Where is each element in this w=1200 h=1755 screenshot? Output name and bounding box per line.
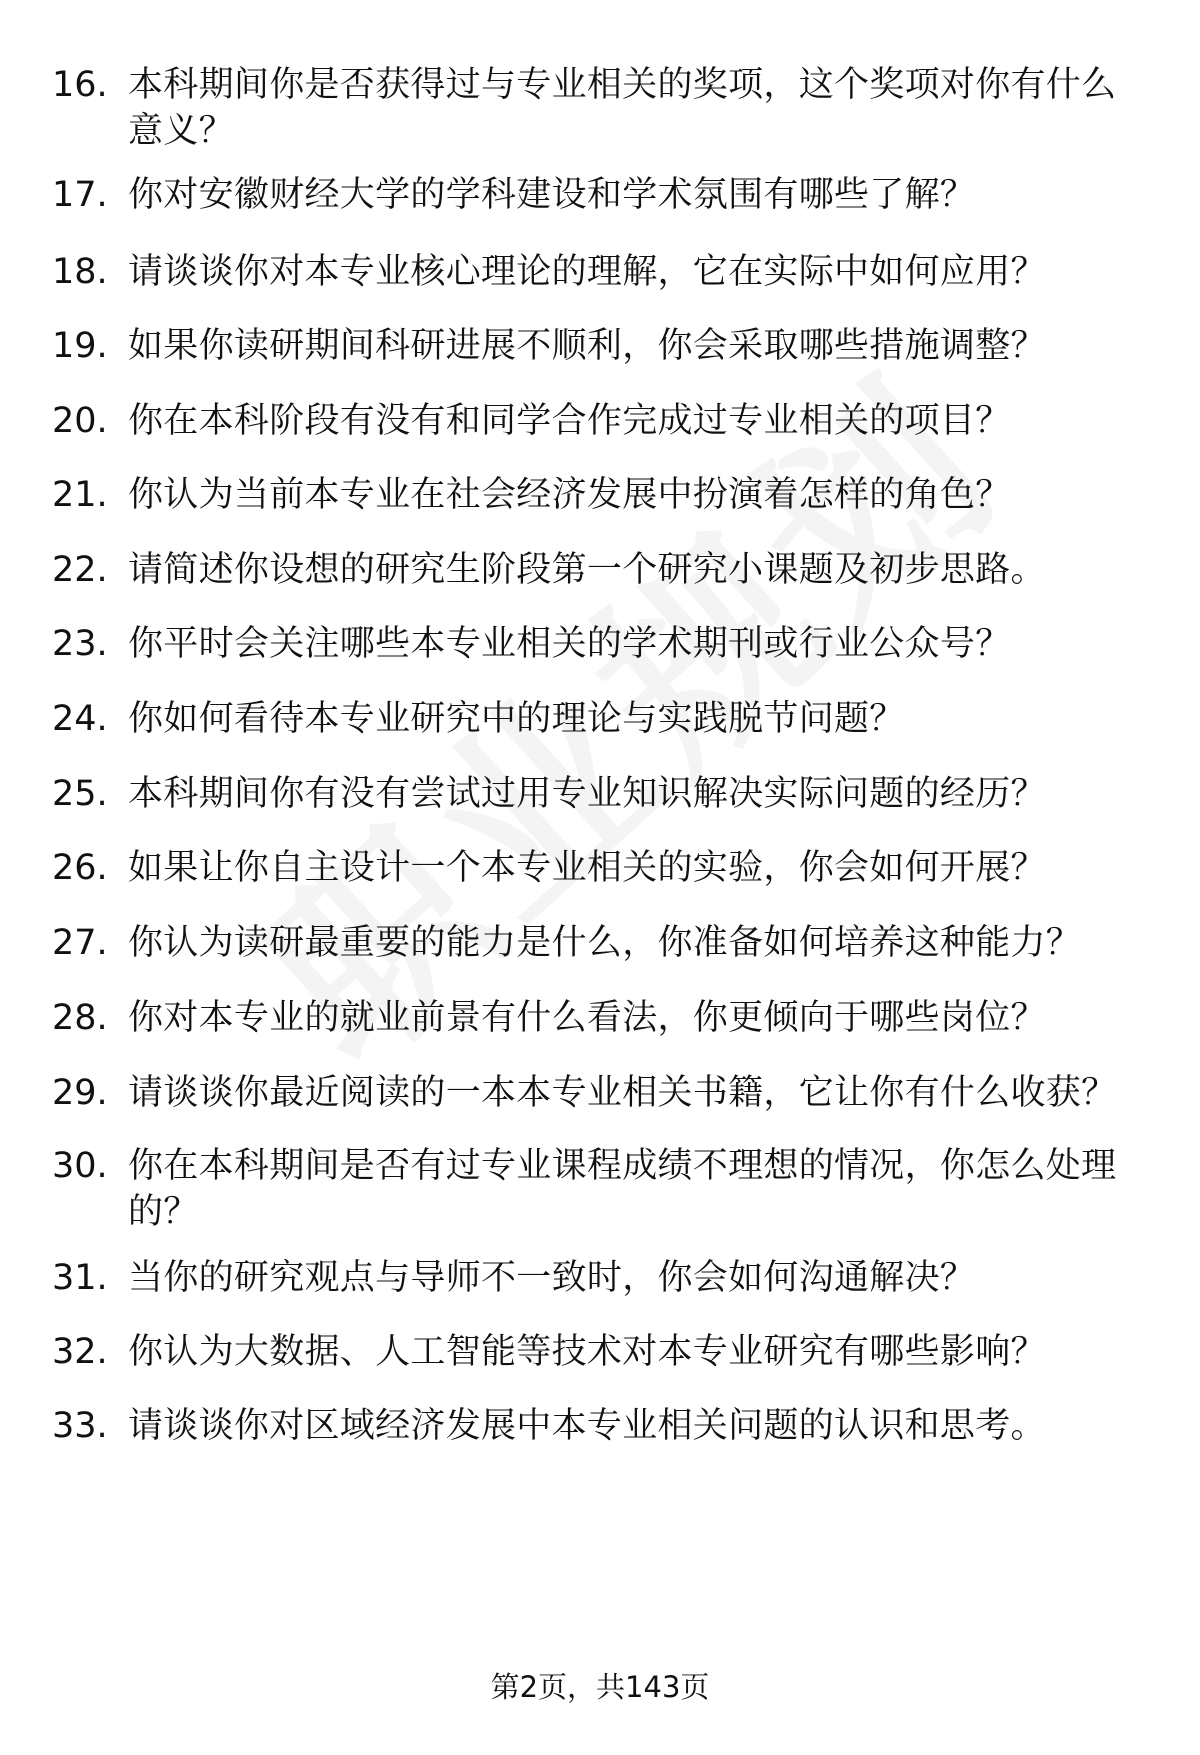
question-number: 32. <box>52 1332 108 1372</box>
question-number: 22. <box>52 550 108 590</box>
list-item <box>0 1403 1200 1503</box>
question-number: 30. <box>52 1146 108 1186</box>
question-number: 16. <box>52 65 108 105</box>
question-text: 请谈谈你对本专业核心理论的理解，它在实际中如何应用？ <box>128 252 1046 292</box>
question-text: 你认为当前本专业在社会经济发展中扮演着怎样的角色？ <box>128 475 1011 515</box>
question-text: 本科期间你有没有尝试过用专业知识解决实际问题的经历？ <box>128 774 1046 814</box>
question-number: 33. <box>52 1406 108 1446</box>
question-number: 25. <box>52 774 108 814</box>
question-text: 你认为读研最重要的能力是什么，你准备如何培养这种能力？ <box>128 923 1082 963</box>
list-item <box>0 62 1200 162</box>
list-item <box>0 1143 1200 1243</box>
question-text: 你认为大数据、人工智能等技术对本专业研究有哪些影响？ <box>128 1332 1046 1372</box>
question-number: 26. <box>52 848 108 888</box>
question-text: 当你的研究观点与导师不一致时，你会如何沟通解决？ <box>128 1258 976 1298</box>
question-text: 如果让你自主设计一个本专业相关的实验，你会如何开展？ <box>128 848 1046 888</box>
question-text: 你如何看待本专业研究中的理论与实践脱节问题？ <box>128 699 905 739</box>
question-number: 20. <box>52 401 108 441</box>
question-number: 27. <box>52 923 108 963</box>
question-text: 你在本科期间是否有过专业课程成绩不理想的情况，你怎么处理的？ <box>128 1146 1117 1232</box>
question-number: 23. <box>52 624 108 664</box>
question-text: 你在本科阶段有没有和同学合作完成过专业相关的项目？ <box>128 401 1011 441</box>
question-number: 19. <box>52 326 108 366</box>
question-number: 31. <box>52 1258 108 1298</box>
question-text: 如果你读研期间科研进展不顺利，你会采取哪些措施调整？ <box>128 326 1046 366</box>
question-number: 18. <box>52 252 108 292</box>
question-text: 你平时会关注哪些本专业相关的学术期刊或行业公众号？ <box>128 624 1011 664</box>
question-text: 你对安徽财经大学的学科建设和学术氛围有哪些了解？ <box>128 175 976 215</box>
question-text: 你对本专业的就业前景有什么看法，你更倾向于哪些岗位？ <box>128 998 1046 1038</box>
question-text: 本科期间你是否获得过与专业相关的奖项，这个奖项对你有什么意义？ <box>128 65 1117 151</box>
question-text: 请简述你设想的研究生阶段第一个研究小课题及初步思路。 <box>128 550 1046 590</box>
question-number: 29. <box>52 1073 108 1113</box>
question-number: 28. <box>52 998 108 1038</box>
question-number: 21. <box>52 475 108 515</box>
question-number: 24. <box>52 699 108 739</box>
page-number-footer: 第2页，共143页 <box>490 1670 710 1704</box>
question-number: 17. <box>52 175 108 215</box>
question-text: 请谈谈你最近阅读的一本本专业相关书籍，它让你有什么收获？ <box>128 1073 1117 1113</box>
question-text: 请谈谈你对区域经济发展中本专业相关问题的认识和思考。 <box>128 1406 1046 1446</box>
